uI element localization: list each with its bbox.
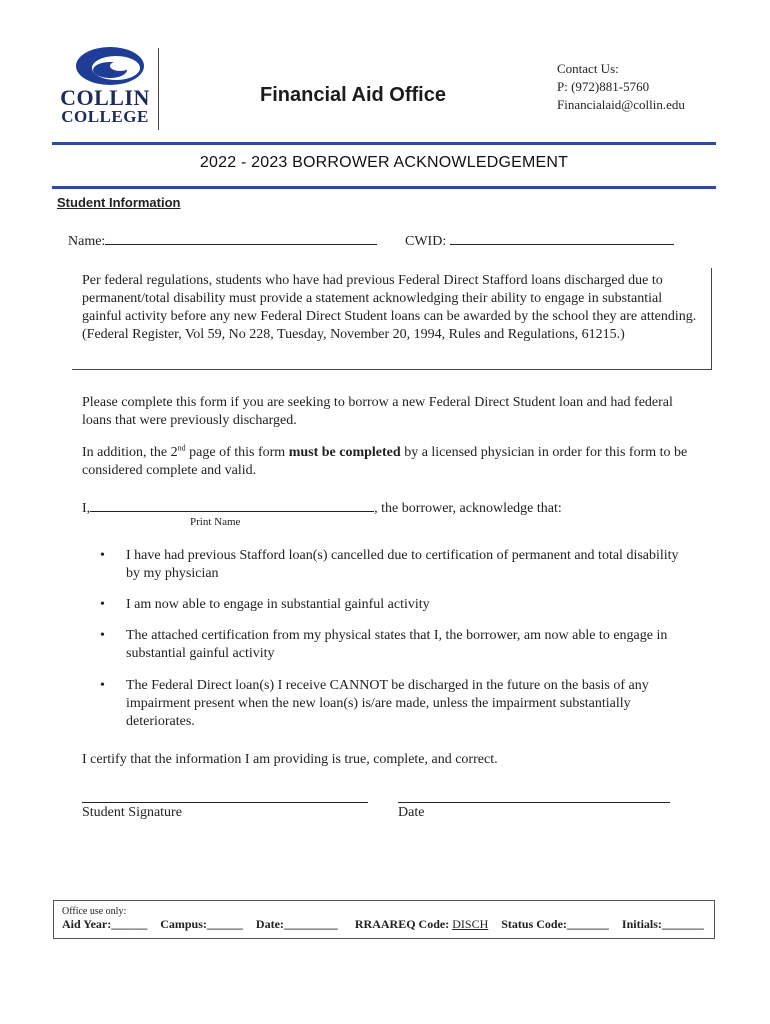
date-label: Date: [398, 805, 425, 820]
bullet-icon: •: [100, 628, 105, 643]
contact-heading: Contact Us:: [557, 61, 619, 76]
status-code-field: Status Code:_______: [501, 917, 609, 931]
rraareq-label: RRAAREQ Code:: [354, 917, 453, 931]
bullet-text: I am now able to engage in substantial gainful activity: [126, 597, 430, 612]
print-name-label: Print Name: [190, 516, 241, 528]
acknowledge-row: [82, 497, 562, 517]
signature-input-line[interactable]: [82, 802, 368, 803]
regulation-text: Per federal regulations, students who have had previous Federal Direct Stafford loans discharged due to permanent/total disability must provide a statement acknowledging their ability to engage in substantial gainful activity before any new Federal Direct Student loans can be awarded by the school they are attending. (Federal Register, Vol 59, No 228, Tuesday, November 20, 1994, Rules and Regulations, 61215.): [82, 273, 697, 342]
cwid-input-line[interactable]: [450, 230, 674, 245]
collin-logo-text: [52, 85, 158, 126]
bullet-icon: •: [100, 548, 105, 563]
list-item: [100, 547, 690, 583]
bullet-text: I have had previous Stafford loan(s) cancelled due to certification of permanent and total disability by my physician: [126, 548, 679, 581]
ack-suffix: , the borrower, acknowledge that:: [374, 501, 562, 516]
name-field-row: [68, 230, 377, 250]
form-title: 2022 - 2023 BORROWER ACKNOWLEDGEMENT: [199, 154, 569, 171]
certify-statement: I certify that the information I am providing is true, complete, and correct.: [82, 752, 498, 767]
collin-logo-icon: [60, 42, 160, 86]
para2-suffix: by a licensed physician in order for this form to be considered complete and valid.: [82, 445, 688, 478]
campus-field: Campus:______: [160, 917, 243, 931]
student-info-heading: Student Information: [57, 195, 181, 210]
title-rule-bottom: [52, 186, 716, 189]
title-rule-top: [52, 142, 716, 145]
initials-field: Initials:_______: [621, 917, 704, 931]
aid-year-field: Aid Year:______: [62, 917, 148, 931]
bullet-icon: •: [100, 678, 105, 693]
logo-line-collin: COLLIN: [60, 85, 150, 110]
name-label: Name:: [68, 234, 106, 249]
rraareq-field: [355, 917, 488, 931]
para2-prefix: In addition, the 2: [82, 445, 178, 460]
contact-phone: P: (972)881-5760: [557, 79, 650, 94]
list-item: [100, 677, 690, 731]
header-divider: [158, 48, 159, 130]
bullet-text: The Federal Direct loan(s) I receive CANNOT be discharged in the future on the basis of any impairment present when the new loan(s) is/are made, unless the impairment substantially deteriorates.: [126, 678, 649, 729]
date-input-line[interactable]: [398, 802, 670, 803]
physician-paragraph: [82, 444, 698, 480]
logo-line-college: COLLEGE: [61, 107, 149, 126]
print-name-input-line[interactable]: [90, 497, 374, 512]
contact-block: [557, 60, 685, 114]
cwid-label: CWID:: [405, 234, 447, 249]
rraareq-value: DISCH: [452, 917, 489, 931]
office-date-field: Date:_________: [255, 917, 338, 931]
para2-middle: page of this form: [185, 445, 289, 460]
name-input-line[interactable]: [105, 230, 377, 245]
bullet-icon: •: [100, 597, 105, 612]
bullet-text: The attached certification from my physical states that I, the borrower, am now able to engage in substantial gainful activity: [126, 628, 668, 661]
instruction-paragraph: Please complete this form if you are seeking to borrow a new Federal Direct Student loan and had federal loans that were previously discharged.: [82, 395, 673, 428]
office-use-fields: [62, 917, 714, 932]
contact-email[interactable]: Financialaid@collin.edu: [557, 97, 685, 112]
ack-prefix: I,: [82, 501, 91, 516]
signature-label: Student Signature: [82, 805, 182, 820]
list-item: [100, 627, 690, 663]
office-title: Financial Aid Office: [260, 84, 446, 106]
para2-bold: must be completed: [288, 445, 401, 460]
list-item: [100, 596, 690, 614]
office-use-label: Office use only:: [62, 906, 127, 917]
cwid-field-row: [405, 230, 674, 250]
para2-sup: nd: [177, 443, 186, 453]
